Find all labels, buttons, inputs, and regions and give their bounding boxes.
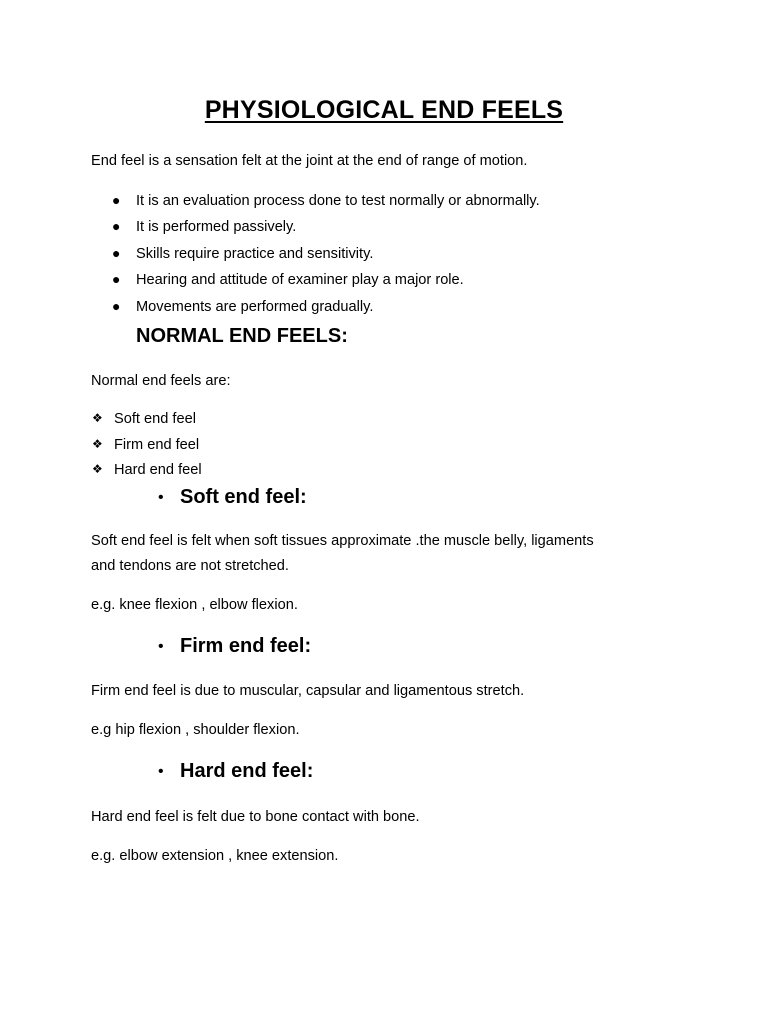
list-item: ● It is an evaluation process done to test normally or abnormally. <box>112 192 540 209</box>
hard-example: e.g. elbow extension , knee extension. <box>91 848 339 864</box>
list-item: ● Skills require practice and sensitivity. <box>112 245 374 262</box>
soft-end-feel-heading: • Soft end feel: <box>158 486 307 508</box>
list-item: ❖ Soft end feel <box>92 408 196 429</box>
list-item: ● Hearing and attitude of examiner play a major role. <box>112 271 464 288</box>
document-title: PHYSIOLOGICAL END FEELS <box>204 96 564 124</box>
bullet-icon: ● <box>112 218 121 234</box>
firm-description: Firm end feel is due to muscular, capsular and ligamentous stretch. <box>91 683 525 699</box>
firm-example: e.g hip flexion , shoulder flexion. <box>91 722 300 738</box>
list-item: ❖ Hard end feel <box>92 459 202 480</box>
list-item: ● It is performed passively. <box>112 218 297 235</box>
soft-example: e.g. knee flexion , elbow flexion. <box>91 597 298 613</box>
hard-description: Hard end feel is felt due to bone contact with bone. <box>91 809 420 825</box>
soft-description-line-1: Soft end feel is felt when soft tissues approximate .the muscle belly, ligaments <box>91 533 594 549</box>
bullet-icon: • <box>158 638 164 655</box>
diamond-bullet-icon: ❖ <box>92 437 103 451</box>
intro-paragraph: End feel is a sensation felt at the joint at the end of range of motion. <box>91 153 528 169</box>
normal-intro-paragraph: Normal end feels are: <box>91 373 231 389</box>
bullet-icon: ● <box>112 245 121 261</box>
bullet-icon: • <box>158 489 164 506</box>
list-item: ● Movements are performed gradually. <box>112 298 374 315</box>
bullet-icon: ● <box>112 298 121 314</box>
bullet-icon: • <box>158 763 164 780</box>
list-item: ❖ Firm end feel <box>92 434 199 455</box>
hard-end-feel-heading: • Hard end feel: <box>158 760 314 782</box>
bullet-icon: ● <box>112 271 121 287</box>
diamond-bullet-icon: ❖ <box>92 462 103 476</box>
soft-description-line-2: and tendons are not stretched. <box>91 558 289 574</box>
firm-end-feel-heading: • Firm end feel: <box>158 635 312 657</box>
diamond-bullet-icon: ❖ <box>92 411 103 425</box>
normal-end-feels-heading: NORMAL END FEELS: <box>136 325 348 347</box>
bullet-icon: ● <box>112 192 121 208</box>
